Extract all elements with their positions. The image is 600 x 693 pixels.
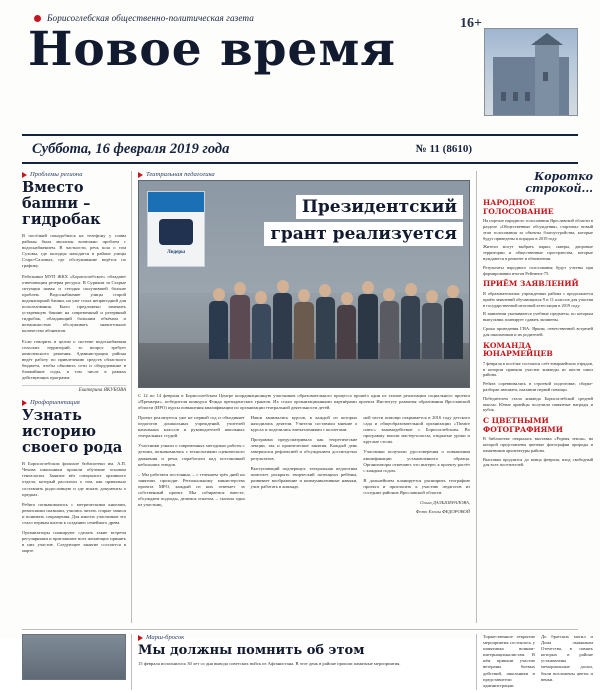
feature-credit-author: Ольга ДАЛЬШЕРАЛОВА,	[420, 500, 471, 506]
paragraph: ной части помощи открывается в 2016 году детского сада и общеобразовательной организации «Theatre плюс» взаимодействие с Борисоглебским. Во программу вошли мастер-классы, открытые уроки и круглые столы.	[363, 415, 471, 445]
brief-body-voting	[483, 218, 593, 276]
feature-title-line1: Президентский	[296, 195, 463, 219]
issue-date: Суббота, 16 февраля 2019 года	[32, 140, 230, 157]
person-figure	[294, 302, 313, 359]
people-group	[209, 273, 463, 359]
rubric-label: Марш-бросок	[146, 634, 185, 641]
window-shape	[525, 92, 530, 101]
roof-shape	[531, 33, 563, 45]
rubric-label: Профориентация	[30, 399, 80, 407]
brief-body-photos	[483, 436, 593, 468]
brief-body-applications	[483, 291, 593, 338]
paragraph: Выступающий подчеркнул: театральная педагогика помогает раскрыть творческий потенциал ребёнка, развивает воображение и коммуникативные навыки, учит работать в команде.	[250, 465, 358, 489]
paragraph: В Борисоглебском филиале библиотеки им. А.П. Чехова школьники прошли обучение основам генеалогии. Занятие вёл специалист архивного отдела, который рассказал о том, как правильно составлять родословную и где искать документы о предках.	[22, 461, 126, 497]
left-column	[22, 171, 132, 623]
paragraph: Победителем стала команда Борисоглебской средней школы. Юные армейцы получили памятные награды и кубок.	[483, 395, 593, 413]
person-figure	[444, 298, 463, 359]
feature-title-line2: грант реализуется	[264, 222, 463, 246]
article-byline: Екатерина ЯКУБОВА	[22, 385, 126, 393]
banner-graphic	[159, 219, 193, 245]
date-bar	[22, 134, 578, 164]
bottom-headline: Мы должны помнить об этом	[138, 643, 365, 658]
center-column	[132, 171, 476, 623]
paragraph: Если говорить в целом о системе водоснабжения сельских территорий, то вопрос требует комплексного решения. Администрация района ведёт работу по привлечению средств областного бюджета, чтобы обновить сети и оборудование в ближайшие годы, в том числе в рамках действующих программ.	[22, 338, 126, 381]
paragraph: Участники узнали о современных методиках работы с детьми, познакомились с технологиями сценического движения и речи, поработали над постановкой небольших этюдов.	[138, 443, 245, 467]
article-body-hydrotank	[22, 233, 126, 381]
brief-body-yunarmiya	[483, 361, 593, 413]
paragraph: Программа предусматривала как теоретические лекции, так и практические занятия. Каждый день завершался рефлексией и обсуждением достигнутых результатов.	[250, 437, 358, 461]
paragraph: Ребята познакомились с метрическими книгами, ревизскими сказками, учились читать старые записи и понимать сокращения. Для многих участников это стало первым шагом к созданию семейного древа.	[22, 501, 126, 525]
triangle-icon	[22, 172, 27, 178]
person-figure	[422, 303, 441, 359]
person-figure	[209, 301, 228, 359]
korotko-line2: строкой...	[525, 182, 593, 195]
bottom-left	[22, 634, 132, 690]
rubric-career-guidance	[22, 399, 126, 406]
person-figure	[401, 296, 420, 359]
rubric-label: Театральная педагогика	[146, 171, 215, 178]
bottom-right-columns	[483, 634, 593, 693]
bottom-thumbnail-photo	[22, 634, 126, 680]
brief-head-photos: С ЦВЕТНЫМИ ФОТОГРАФИЯМИ	[483, 416, 563, 434]
masthead-title: Новое время	[28, 22, 396, 77]
triangle-icon	[138, 172, 143, 178]
feature-body-col1	[138, 415, 245, 515]
person-figure	[358, 294, 377, 359]
paragraph: В посёлкий понадобился на телефону у главы районы была миллион возможно проблем с водоснабжением. В частности, речь шла о том Суховы, где колодцы находятся в районе улицы Старо-Саловых, где обслуживание ведётся по графику.	[22, 233, 126, 269]
article-headline-genealogy: Узнать историю своего рода	[22, 407, 123, 457]
roll-up-banner	[147, 191, 205, 267]
paragraph: Участники получили удостоверения о повышении квалификации установленного образца. Организаторы отмечают, что интерес к проекту растёт с каждым годом.	[363, 449, 471, 473]
person-figure	[252, 304, 271, 359]
bottom-col1	[483, 634, 535, 693]
brief-head-voting: НАРОДНОЕ ГОЛОСОВАНИЕ	[483, 198, 554, 216]
paragraph: Сроки проведения ГИА: Ярким, ответственной встречей для школьников и их родителей.	[483, 325, 593, 337]
brief-head-yunarmiya: КОМАНДА ЮНАРМЕЙЦЕВ	[483, 340, 553, 359]
person-figure	[230, 295, 249, 359]
column-title-briefly	[483, 171, 593, 195]
page-inner	[22, 10, 593, 688]
brief-head-applications: ПРИЁМ ЗАЯВЛЕНИЙ	[483, 279, 579, 289]
paragraph: Ребята соревновались в строевой подготовке, сборке-разборке автомата, оказании первой помощи.	[483, 381, 593, 392]
bullet-icon	[34, 15, 41, 22]
paragraph: Результаты народного голосования будут учтены при формировании итогов Рейтинга-75.	[483, 264, 593, 276]
person-figure	[337, 305, 356, 359]
paragraph: Проект реализуется уже не первый год и объединяет педагогов дошкольных учреждений, учителей начальных классов и руководителей школьных театральных студий.	[138, 415, 245, 439]
rubric-problems-region	[22, 171, 126, 178]
feature-body-col2	[251, 415, 358, 515]
right-column	[476, 171, 593, 623]
bottom-lead: 15 февраля исполнилось 30 лет со дня вывода советских войск из Афганистана. В этот день в районе прошли памятные мероприятия.	[138, 661, 401, 666]
paragraph: До братских могил и Дома лыжникам Отечества, в память которых в районе установлены мемориальные доски, были возложены цветы и венки.	[541, 634, 593, 682]
feature-body-col3	[363, 415, 470, 515]
korotko-line1: Коротко	[534, 170, 593, 183]
paragraph: На портале народного голосования Ярославской области в разделе «Общественные обсуждения» стартовал новый этап голосования за объекты благоустройства, которые будут приведены в порядок в 2019 году.	[483, 218, 593, 241]
window-shape	[501, 92, 506, 101]
person-figure	[316, 297, 335, 359]
person-figure	[380, 301, 399, 359]
article-headline-hydrotank: Вместо башни – гидробак	[22, 179, 101, 228]
age-rating-badge: 16+	[460, 16, 482, 31]
window-shape	[513, 92, 518, 101]
paragraph: Наши занимались курсов, в каждой из которых находились деятели. Учителя составили мнение о курсах и поделились впечатлениями с коллегами.	[250, 415, 358, 433]
paragraph: 7 февраля в посёлке состоялся слёт юнармейских отрядов, в котором приняли участие команды из шести школ района.	[483, 360, 593, 378]
bottom-strip	[22, 629, 593, 690]
feature-body-columns	[138, 415, 470, 515]
masthead	[22, 10, 578, 132]
paragraph: Работники МУП ЖКХ «Борисоглебское» обладают отвечающим резерва ресурса. В Суриком за Старые ситуация новая и сегодня получившей больше проблем. Водоснабжение улицы старой водонапорной башни, на уже стала непригодной для использования. Было предложено заменить устаревшую башню на современный и резервный гидробак, обладающий большим объёмом и возможностью обслуживать значительное количество абонентов.	[22, 273, 126, 334]
feature-intro: С 12 по 14 февраля в Борисоглебском Центре координационную участников образовательного процесса прошёл один из этапов реализации социального проекта «Премьера», победителя конкурса Фонда президентских грантов. Их стали организационными партнёрами проекта Институту развития образования Ярославской области (ИРО) курсы повышения квалификации по организации театральной деятельности детей.	[138, 393, 470, 410]
paragraph: Жители могут выбрать парки, скверы, дворовые территории и общественные пространства, которые нуждаются в ремонте и обновлении.	[483, 244, 593, 261]
paragraph: – Мы работаем постоянно, – с течением трёх дней на занятиях проходят Региональному министерства проекта МРО, каждый из них отвечает за собственный проект. Мы собираемся вместе, обсуждаем подходы, делимся опытом, – сказала одна из участниц.	[138, 471, 245, 508]
masthead-kicker-text: Борисоглебская общественно-политическая газета	[47, 13, 254, 23]
main-content	[22, 170, 593, 623]
paragraph: В дальнейшем планируется расширить географию проекта и пригласить к участию педагогов из соседних районов Ярославской области.	[363, 477, 471, 496]
rubric-theatre-pedagogy	[138, 171, 470, 178]
bottom-center	[132, 634, 476, 690]
feature-title-overlay	[255, 195, 463, 249]
window-shape	[543, 72, 548, 81]
issue-number: № 11 (8610)	[415, 143, 472, 155]
rubric-label: Проблемы региона	[30, 171, 83, 178]
paragraph: В библиотеке открылась выставка «Родная земля», на которой представлены цветные фотографии природы и памятников архитектуры района.	[483, 436, 593, 453]
paragraph: В заявлении указываются учебные предметы, по которым выпускник планирует сдавать экзамены.	[483, 311, 593, 323]
triangle-icon	[22, 400, 27, 406]
person-figure	[273, 293, 292, 359]
paragraph: В образовательных учреждениях района с продолжается приём заявлений обучающихся 9 и 11 классов для участия в государственной итоговой аттестации в 2019 году.	[483, 290, 593, 308]
article-body-genealogy	[22, 461, 126, 554]
paragraph: Выставка продлится до конца февраля, вход свободный для всех посетителей.	[483, 456, 593, 468]
bottom-right	[476, 634, 593, 690]
feature-photo	[138, 180, 470, 388]
paragraph: Организаторы планируют сделать такие встречи регулярными и приглашают всех желающих принять в них участие. Следующее занятие состоится в марте.	[22, 530, 126, 554]
banner-header-bar	[148, 192, 204, 212]
banner-text: Лидеры	[166, 250, 186, 255]
paragraph: Торжественное открытие мероприятия состоялось у памятника воинам-интернационалистам. В нём приняли участие ветераны боевых действий, школьники и представители администрации.	[483, 634, 535, 688]
bottom-col2	[541, 634, 593, 693]
feature-credit-photo: Фото Елены ФЕДОРОВОЙ	[415, 509, 471, 515]
masthead-photo	[484, 28, 578, 116]
